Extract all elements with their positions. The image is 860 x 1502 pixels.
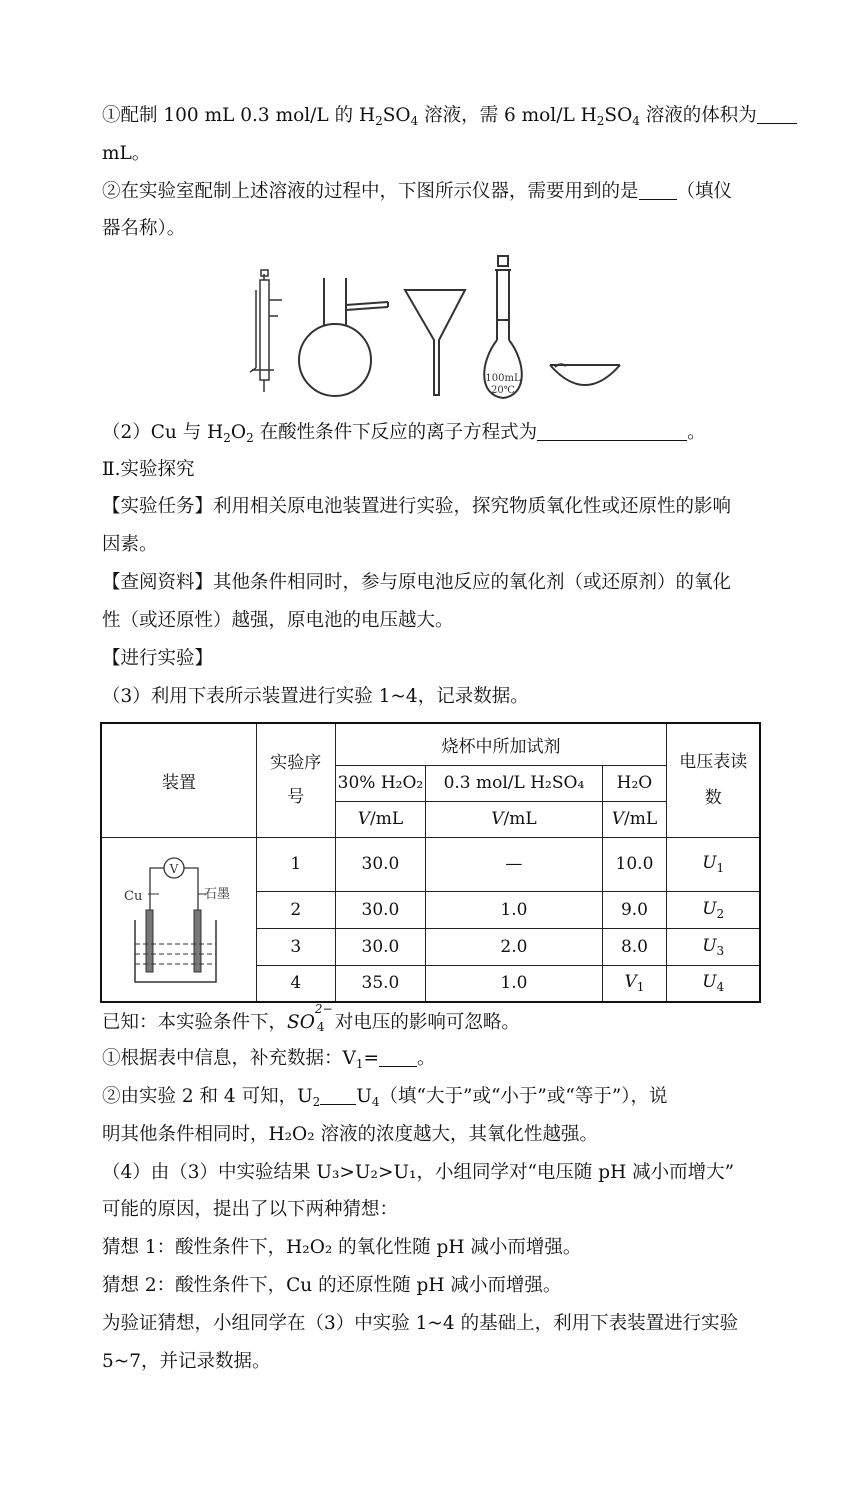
svg-text:20℃: 20℃: [491, 385, 515, 396]
task-line2: 因素。: [102, 534, 158, 555]
answer-blank-volume[interactable]: [757, 105, 797, 124]
cell-no: 3: [256, 928, 335, 965]
header-h2so4: 0.3 mol/L H₂SO₄: [426, 765, 602, 801]
verify-line2: 5~7，并记录数据。: [102, 1351, 271, 1372]
ref-line2: 性（或还原性）越强，原电池的电压越大。: [102, 610, 454, 631]
ref-line1: 【查阅资料】其他条件相同时，参与原电池反应的氧化剂（或还原剂）的氧化: [102, 572, 732, 593]
cell-h2so4: 2.0: [426, 928, 602, 965]
q4-line1: （4）由（3）中实验结果 U₃>U₂>U₁，小组同学对“电压随 pH 减小而增大”: [102, 1162, 735, 1183]
cell-no: 2: [256, 891, 335, 928]
known-line: 已知：本实验条件下，SO 2− 4 对电压的影响可忽略。: [102, 1002, 520, 1034]
burette-icon: [250, 270, 282, 392]
header-voltage: 电压表读 数: [667, 723, 760, 837]
sub1-line: ①根据表中信息，补充数据：$V_1=$ 。: [102, 1048, 436, 1071]
verify-line1: 为验证猜想，小组同学在（3）中实验 1~4 的基础上，利用下表装置进行实验: [102, 1313, 739, 1334]
cell-h2so4: —: [426, 837, 602, 891]
svg-text:100mL: 100mL: [485, 373, 521, 384]
q1-line2: mL。: [102, 143, 151, 164]
q1-line1: ①配制 100 mL 0.3 mol/L 的 $H_2SO_4$ 溶液，需 6 mol/L $H_2SO_4$ 溶液的体积为: [102, 103, 760, 134]
funnel-icon: [405, 290, 465, 395]
sub2-line2: 明其他条件相同时，H₂O₂ 溶液的浓度越大，其氧化性越强。: [102, 1124, 599, 1145]
answer-blank-compare[interactable]: [320, 1086, 356, 1105]
galvanic-cell-diagram: [104, 842, 254, 992]
cell-h2o2: 30.0: [335, 928, 426, 965]
q2-line: （2）Cu 与 $H_2O_2$ 在酸性条件下反应的离子方程式为 。: [102, 422, 706, 445]
unit-h2so4: V/mL: [426, 801, 602, 837]
cell-h2o2: 35.0: [335, 965, 426, 1002]
svg-text:V: V: [169, 861, 179, 876]
cell-h2o2: 30.0: [335, 837, 426, 891]
evaporating-dish-icon: [550, 364, 620, 385]
q1-line4: 器名称）。: [102, 218, 186, 239]
answer-blank-v1[interactable]: [379, 1048, 417, 1067]
header-h2o: H₂O: [602, 765, 667, 801]
volumetric-flask-icon: [484, 256, 522, 398]
cell-h2so4: 1.0: [426, 891, 602, 928]
experiment-table: [100, 722, 761, 1003]
cell-no: 4: [256, 965, 335, 1002]
cell-no: 1: [256, 837, 335, 891]
svg-text:Cu: Cu: [123, 888, 143, 904]
sub2-line1: ②由实验 2 和 4 可知，$U_2$ $U_4$（填“大于”或“小于”或“等于”），说: [102, 1086, 668, 1109]
table-row: [101, 837, 760, 891]
cell-h2o2: 30.0: [335, 891, 426, 928]
header-device: 装置: [101, 723, 256, 837]
q4-line2: 可能的原因，提出了以下两种猜想：: [102, 1199, 399, 1220]
do-experiment: 【进行实验】: [102, 648, 214, 669]
cell-h2o: 8.0: [602, 928, 667, 965]
cell-voltage: $U_4$: [667, 965, 760, 1002]
unit-h2o2: V/mL: [335, 801, 426, 837]
cell-h2o: $V_1$: [602, 965, 667, 1002]
guess1: 猜想 1：酸性条件下，H₂O₂ 的氧化性随 pH 减小而增强。: [102, 1237, 582, 1258]
svg-text:石墨: 石墨: [203, 886, 230, 902]
distillation-flask-icon: [299, 278, 388, 396]
unit-h2o: V/mL: [602, 801, 667, 837]
header-reagents: 烧杯中所加试剂: [335, 723, 667, 765]
cell-voltage: $U_2$: [667, 891, 760, 928]
device-cell: [101, 837, 256, 1002]
answer-blank-instrument[interactable]: [639, 181, 677, 200]
task-line1: 【实验任务】利用相关原电池装置进行实验，探究物质氧化性或还原性的影响: [102, 496, 732, 517]
q1-line3: ②在实验室配制上述溶液的过程中，下图所示仪器，需要用到的是 （填仪: [102, 181, 733, 202]
cell-voltage: $U_3$: [667, 928, 760, 965]
cell-h2o: 10.0: [602, 837, 667, 891]
cell-voltage: $U_1$: [667, 837, 760, 891]
q3-intro: （3）利用下表所示装置进行实验 1~4，记录数据。: [102, 686, 529, 707]
instruments-figure: [230, 250, 630, 410]
answer-blank-equation[interactable]: [537, 422, 687, 441]
guess2: 猜想 2：酸性条件下，Cu 的还原性随 pH 减小而增强。: [102, 1275, 562, 1296]
section-title: Ⅱ.实验探究: [102, 459, 195, 480]
header-h2o2: 30% H₂O₂: [335, 765, 426, 801]
cell-h2o: 9.0: [602, 891, 667, 928]
header-number: 实验序 号: [256, 723, 335, 837]
cell-h2so4: 1.0: [426, 965, 602, 1002]
